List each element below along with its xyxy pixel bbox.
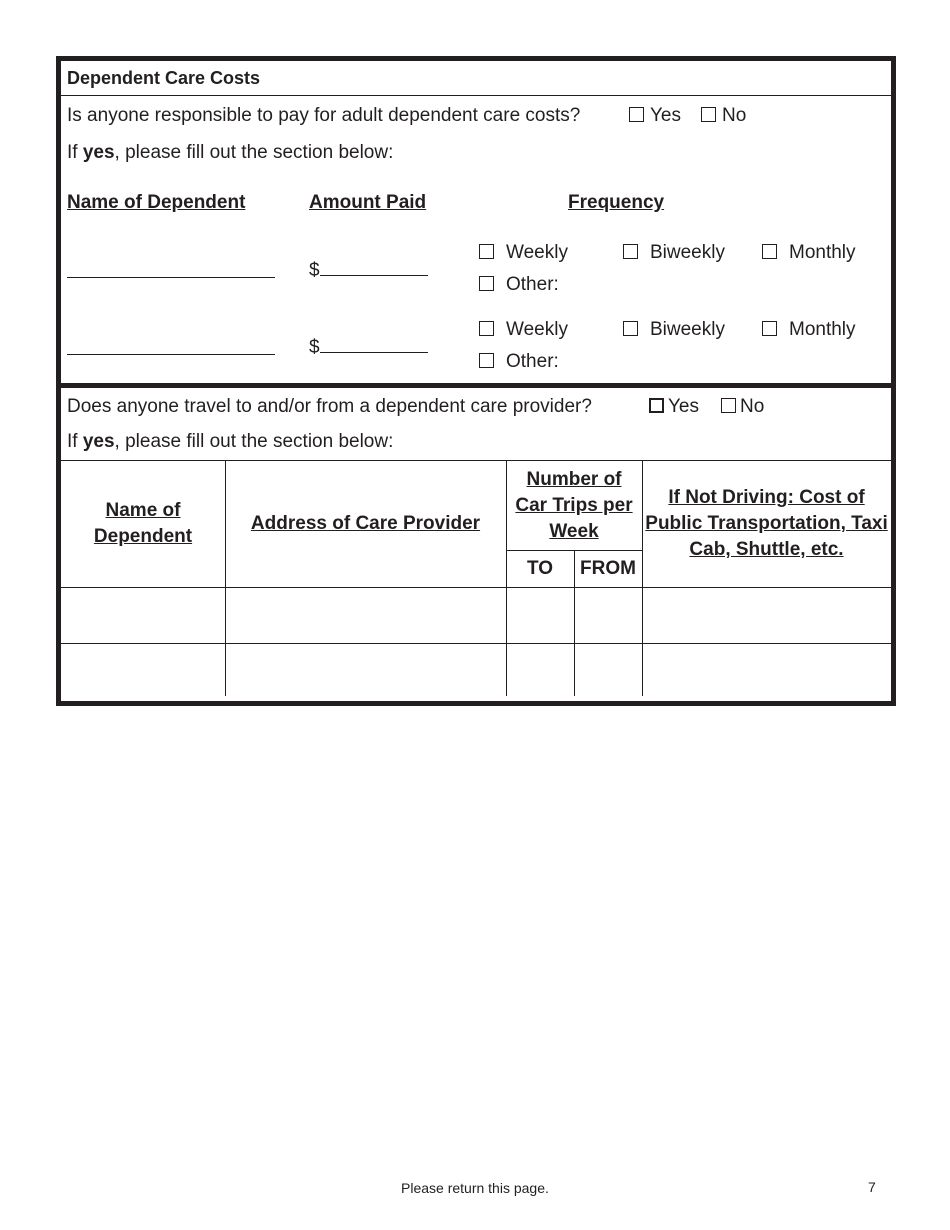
frequency-biweekly-1[interactable]: Biweekly (623, 242, 725, 264)
header-frequency: Frequency (568, 192, 665, 213)
checkbox-box[interactable] (623, 321, 638, 336)
frequency-other-2[interactable]: Other: (479, 351, 559, 373)
checkbox-box[interactable] (649, 398, 664, 413)
footer-note: Please return this page. (401, 1180, 549, 1196)
page-number: 7 (868, 1179, 876, 1195)
table-header-to: TO (526, 558, 554, 579)
travel-no-checkbox[interactable]: No (721, 396, 764, 418)
table-header-from: FROM (580, 558, 636, 579)
amount-paid-field-1[interactable]: $ (309, 258, 428, 282)
checkbox-box[interactable] (762, 244, 777, 259)
checkbox-box[interactable] (721, 398, 736, 413)
checkbox-box[interactable] (762, 321, 777, 336)
section-divider (61, 383, 891, 388)
header-name-of-dependent: Name of Dependent (67, 192, 246, 213)
frequency-weekly-2[interactable]: Weekly (479, 319, 568, 341)
section-title: Dependent Care Costs (61, 61, 891, 96)
dependent-care-form (56, 56, 896, 706)
travel-question (67, 396, 592, 418)
frequency-biweekly-2[interactable]: Biweekly (623, 319, 725, 341)
checkbox-box[interactable] (701, 107, 716, 122)
frequency-weekly-1[interactable]: Weekly (479, 242, 568, 264)
care-costs-instruction: If yes, please fill out the section below: (67, 142, 394, 163)
frequency-monthly-2[interactable]: Monthly (762, 319, 856, 341)
travel-yes-checkbox[interactable]: Yes (649, 396, 699, 418)
care-costs-yes-checkbox[interactable]: Yes (629, 105, 681, 127)
checkbox-box[interactable] (479, 276, 494, 291)
table-top-border (61, 460, 891, 461)
table-row[interactable] (61, 644, 891, 696)
checkbox-box[interactable] (479, 353, 494, 368)
care-costs-question (67, 105, 580, 127)
frequency-monthly-1[interactable]: Monthly (762, 242, 856, 264)
checkbox-box[interactable] (623, 244, 638, 259)
table-header-car-trips: Number of Car Trips per Week (515, 469, 633, 542)
table-header-address: Address of Care Provider (250, 513, 481, 534)
travel-instruction: If yes, please fill out the section below: (67, 431, 394, 452)
frequency-other-1[interactable]: Other: (479, 274, 559, 296)
care-costs-question-text: Is anyone responsible to pay for adult dependent care costs? (67, 105, 581, 126)
travel-question-text: Does anyone travel to and/or from a dependent care provider? (67, 396, 592, 417)
dependent-name-field-2[interactable] (67, 354, 275, 355)
care-costs-no-checkbox[interactable]: No (701, 105, 746, 127)
checkbox-box[interactable] (479, 321, 494, 336)
header-amount-paid: Amount Paid (309, 192, 427, 213)
table-header-name-of-dependent: Name of Dependent (93, 500, 193, 547)
checkbox-box[interactable] (629, 107, 644, 122)
dependent-name-field-1[interactable] (67, 277, 275, 278)
amount-paid-field-2[interactable]: $ (309, 335, 428, 359)
table-row[interactable] (61, 588, 891, 643)
checkbox-box[interactable] (479, 244, 494, 259)
table-header-transport-cost: If Not Driving: Cost of Public Transportation, Taxi Cab, Shuttle, etc. (645, 487, 888, 560)
